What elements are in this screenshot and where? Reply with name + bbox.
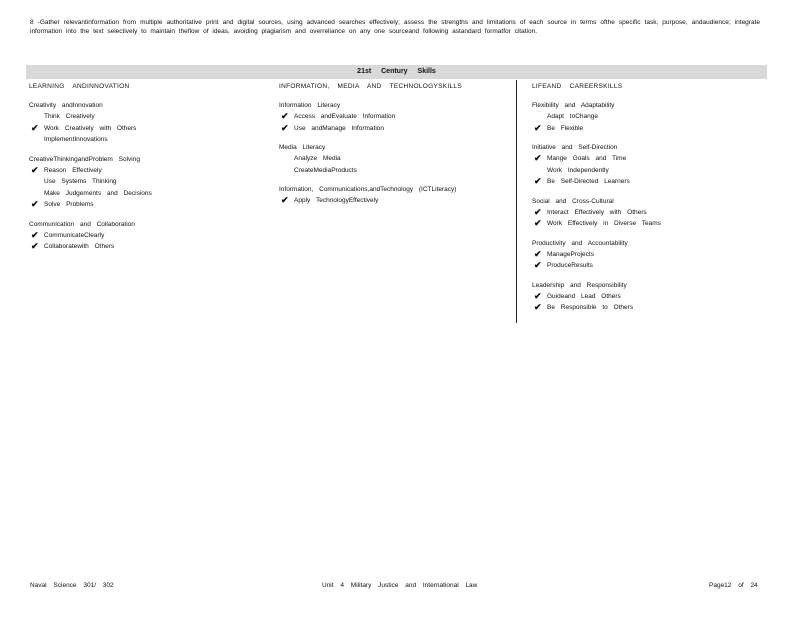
skill-group-title: Leadership and Responsibility xyxy=(532,281,627,289)
checkmark-icon: ✔ xyxy=(31,122,39,133)
skill-group xyxy=(532,196,767,230)
skill-item-label: Reason Effectively xyxy=(44,166,102,174)
skill-item xyxy=(279,111,509,123)
checkmark-icon: ✔ xyxy=(534,260,542,270)
skill-item xyxy=(532,207,767,219)
skill-item xyxy=(532,111,767,123)
skill-item xyxy=(279,165,509,177)
skill-item xyxy=(29,123,264,135)
skill-item xyxy=(29,176,264,188)
checkmark-icon: ✔ xyxy=(281,195,289,205)
skill-group xyxy=(29,219,264,253)
skill-item xyxy=(532,260,767,272)
skill-item-label: Be Flexible xyxy=(547,124,584,132)
checkmark-icon: ✔ xyxy=(281,122,289,133)
footer-course: Naval Science 301/ 302 xyxy=(30,582,114,589)
skill-group-title: Initiative and Self-Direction xyxy=(532,144,618,151)
skill-item xyxy=(532,291,767,303)
skill-item xyxy=(532,123,767,135)
checkmark-icon: ✔ xyxy=(31,229,39,240)
footer-page-number: Page12 of 24 xyxy=(709,582,758,589)
skill-group xyxy=(532,142,767,188)
skill-item xyxy=(29,134,264,146)
skill-item-label: Work Effectively in Diverse Teams xyxy=(547,220,661,227)
skill-group xyxy=(279,100,509,134)
intro-paragraph: 8 -Gather relevantinformation from multiple authoritative print and digital sources, using advanced searches effectively; assess the strengths and limitations of each source in terms ofthe specific task, purpose, andaudience; integrate information into the text selectively to maintain theflow of ideas, avoiding plagiarism and overreliance on any one sourceand following astandard formatfor citation. xyxy=(30,19,760,35)
skill-item-label: Be Self-Directed Learners xyxy=(547,178,630,185)
skill-item-label: Use andManage Information xyxy=(294,124,385,132)
checkmark-icon: ✔ xyxy=(281,111,289,121)
checkmark-icon: ✔ xyxy=(534,206,542,217)
column-learning-innovation xyxy=(29,83,264,261)
column-heading: LIFEAND CAREERSKILLS xyxy=(532,83,623,90)
checkmark-icon: ✔ xyxy=(534,290,542,301)
skill-group xyxy=(279,142,509,176)
skill-item xyxy=(279,195,509,207)
skill-group-title: Media Literacy xyxy=(279,144,326,151)
skill-group-title: Flexibility and Adaptability xyxy=(532,102,615,109)
skill-item-label: Interact Effectively with Others xyxy=(547,208,647,216)
checkmark-icon: ✔ xyxy=(534,248,542,259)
skill-group xyxy=(532,238,767,272)
skill-group-title: CreativeThinkingandProblem Solving xyxy=(29,155,140,163)
skill-item-label: Think Creatively xyxy=(44,113,95,120)
skill-item-label: Adapt toChange xyxy=(547,113,598,120)
skill-item xyxy=(532,165,767,177)
skill-group xyxy=(532,280,767,314)
checkmark-icon: ✔ xyxy=(534,153,542,163)
section-banner: 21st Century Skills xyxy=(26,65,767,79)
skill-item xyxy=(29,241,264,253)
skill-item-label: Apply TechnologyEffectively xyxy=(294,197,379,204)
skill-group-title: Creativity andInnovation xyxy=(29,102,103,109)
checkmark-icon: ✔ xyxy=(534,302,542,312)
skill-group xyxy=(532,100,767,134)
skill-item-label: Use Systems Thinking xyxy=(44,178,117,185)
column-life-career xyxy=(532,83,767,322)
checkmark-icon: ✔ xyxy=(534,176,542,186)
skill-item xyxy=(532,176,767,188)
skill-group-title: Social and Cross-Cultural xyxy=(532,197,614,205)
skill-item xyxy=(279,153,509,165)
skill-item-label: Solve Problems xyxy=(44,201,94,208)
skill-group-title: Information, Communications,andTechnology (ICTLiteracy) xyxy=(279,186,457,193)
skill-item xyxy=(279,123,509,135)
skill-item-label: ProduceResults xyxy=(547,262,593,269)
footer-unit: Unit 4 Military Justice and International Law xyxy=(322,582,478,589)
skill-group xyxy=(279,184,509,207)
skill-item-label: Be Responsible to Others xyxy=(547,304,634,311)
skill-item-label: Collaboratewith Others xyxy=(44,243,115,250)
skill-group xyxy=(29,154,264,211)
checkmark-icon: ✔ xyxy=(534,218,542,228)
skill-group-title: Productivity and Accountability xyxy=(532,239,628,247)
skill-item-label: Guideand Lead Others xyxy=(547,292,621,300)
checkmark-icon: ✔ xyxy=(534,122,542,133)
skill-item xyxy=(29,230,264,242)
skill-item-label: Work Creatively with Others xyxy=(44,124,137,132)
skill-item-label: Mange Goals and Time xyxy=(547,155,627,162)
skill-item xyxy=(532,153,767,165)
column-heading: LEARNING ANDINNOVATION xyxy=(29,83,130,90)
skill-item xyxy=(29,165,264,177)
checkmark-icon: ✔ xyxy=(31,241,39,251)
skill-item-label: Make Judgements and Decisions xyxy=(44,189,152,197)
checkmark-icon: ✔ xyxy=(31,199,39,209)
skill-group xyxy=(29,100,264,146)
skill-item-label: Work Independently xyxy=(547,166,609,174)
skill-item-label: Access andEvaluate Information xyxy=(294,113,396,120)
skill-item-label: CreateMediaProducts xyxy=(294,166,357,174)
column-information-media-technology xyxy=(279,83,509,215)
skill-item xyxy=(532,249,767,261)
skill-item xyxy=(29,188,264,200)
skill-item-label: ManageProjects xyxy=(547,250,594,258)
skill-item xyxy=(532,302,767,314)
skill-group-title: Communication and Collaboration xyxy=(29,220,135,228)
skill-item xyxy=(29,199,264,211)
skill-item xyxy=(532,218,767,230)
checkmark-icon: ✔ xyxy=(31,164,39,175)
column-heading: INFORMATION, MEDIA AND TECHNOLOGYSKILLS xyxy=(279,83,462,90)
column-divider xyxy=(516,80,517,323)
skill-item-label: ImplementInnovations xyxy=(44,136,108,143)
skill-item-label: Analyze Media xyxy=(294,155,341,162)
skill-group-title: Information Literacy xyxy=(279,102,341,109)
skill-item xyxy=(29,111,264,123)
skill-item-label: CommunicateClearly xyxy=(44,231,105,239)
